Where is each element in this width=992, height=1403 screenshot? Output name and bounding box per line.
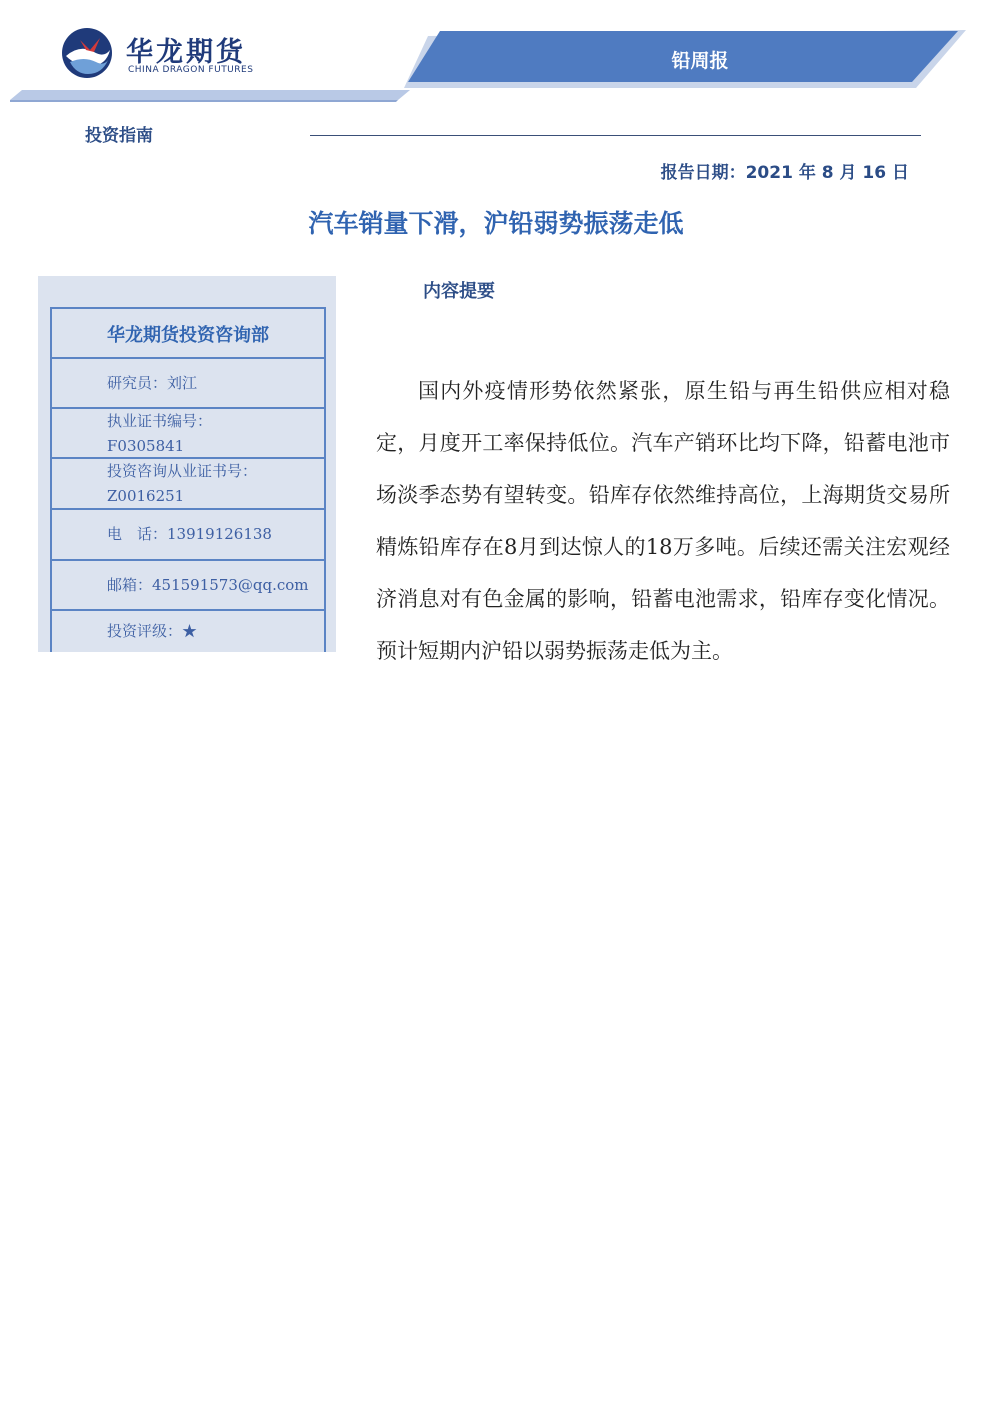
rating-text: 投资评级：★ bbox=[107, 622, 198, 640]
brand-name-cn: 华龙期货 bbox=[126, 37, 246, 68]
brand-name-en: CHINA DRAGON FUTURES bbox=[128, 65, 254, 75]
phone-row bbox=[52, 508, 324, 559]
email-row bbox=[52, 559, 324, 610]
researcher-text: 研究员：刘江 bbox=[107, 374, 198, 392]
abstract-heading: 内容提要 bbox=[423, 281, 495, 302]
guide-divider bbox=[310, 135, 921, 136]
researcher-row bbox=[52, 357, 324, 408]
consult-license-number: Z0016251 bbox=[107, 486, 185, 505]
license-row bbox=[52, 407, 324, 458]
license-number: F0305841 bbox=[107, 436, 185, 455]
consult-license-row bbox=[52, 457, 324, 508]
report-type-label: 铅周报 bbox=[671, 50, 729, 72]
report-date: 报告日期：2021 年 8 月 16 日 bbox=[660, 163, 909, 183]
phone-text: 电 话：13919126138 bbox=[107, 525, 272, 543]
rating-row bbox=[52, 609, 324, 652]
guide-label: 投资指南 bbox=[85, 126, 153, 146]
analyst-info-table bbox=[50, 307, 326, 652]
license-label: 执业证书编号： bbox=[107, 411, 213, 430]
company-logo-icon bbox=[60, 26, 114, 80]
department-heading: 华龙期货投资咨询部 bbox=[52, 307, 324, 358]
email-text: 邮箱：451591573@qq.com bbox=[107, 576, 309, 594]
abstract-body: 国内外疫情形势依然紧张，原生铅与再生铅供应相对稳定，月度开工率保持低位。汽车产销环比均下降，铅蓄电池市场淡季态势有望转变。铅库存依然维持高位，上海期货交易所精炼铅库存在8月到达惊人的18万多吨。后续还需关注宏观经济消息对有色金属的影响，铅蓄电池需求，铅库存变化情况。预计短期内沪铅以弱势振荡走低为主。 bbox=[376, 379, 950, 663]
consult-license-label: 投资咨询从业证书号： bbox=[107, 461, 258, 480]
analyst-info-panel bbox=[38, 276, 336, 652]
report-title: 汽车销量下滑，沪铅弱势振荡走低 bbox=[308, 209, 684, 238]
